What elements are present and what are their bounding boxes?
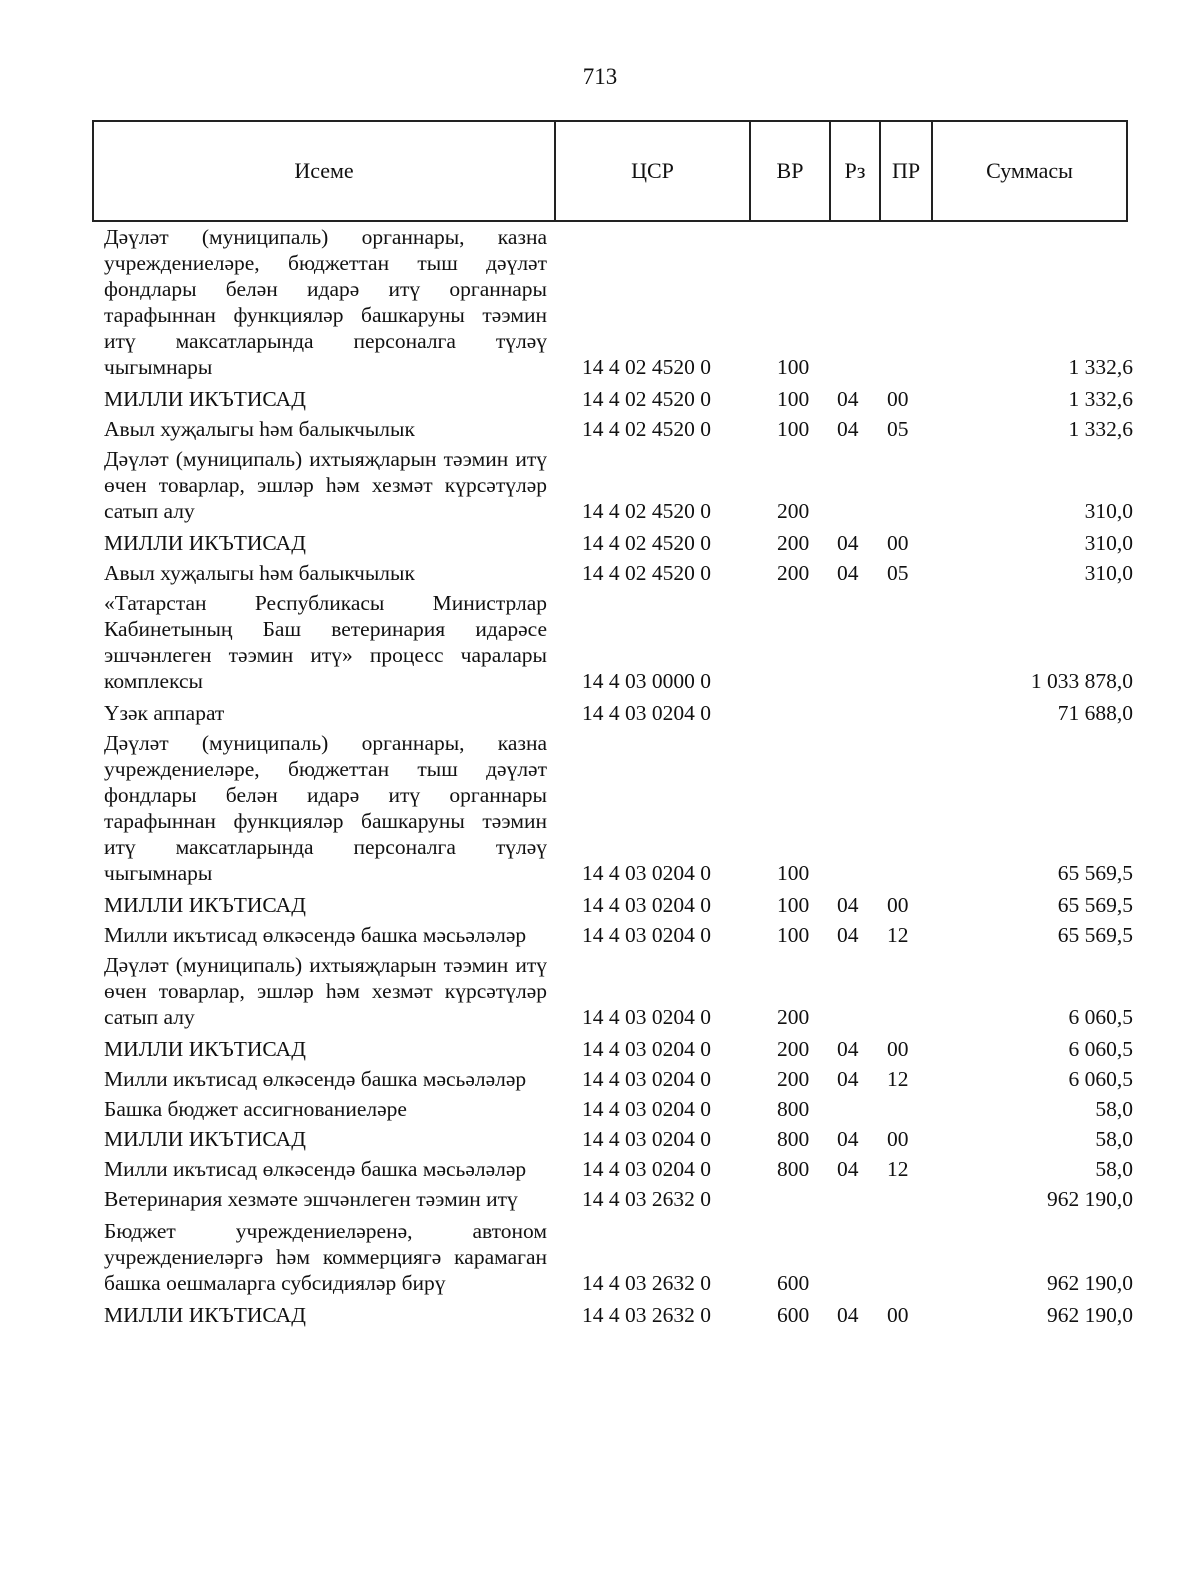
row-vr: 200 [777, 1005, 810, 1029]
header-pr: ПР [880, 121, 932, 221]
table-header [92, 120, 1128, 222]
row-pr: 00 [887, 531, 909, 555]
row-pr: 00 [887, 1127, 909, 1151]
row-name: Башка бюджет ассигнованиеләре [104, 1097, 407, 1121]
row-rz: 04 [837, 417, 859, 441]
row-sum: 65 569,5 [1057, 893, 1133, 917]
row-vr: 800 [777, 1127, 810, 1151]
row-sum: 71 688,0 [1057, 701, 1133, 725]
row-pr: 05 [887, 417, 909, 441]
row-name: Дәүләт (муниципаль) ихтыяҗларын тәэмин итү өчен товарлар, эшләр һәм хезмәт күрсәтүләр сатып алу [104, 953, 547, 1029]
row-vr: 100 [777, 893, 810, 917]
row-vr: 200 [777, 531, 810, 555]
row-vr: 200 [777, 1067, 810, 1091]
row-pr: 12 [887, 1067, 909, 1091]
row-vr: 100 [777, 417, 810, 441]
row-csr: 14 4 03 2632 0 [582, 1271, 711, 1295]
row-name: МИЛЛИ ИКЪТИСАД [104, 1127, 306, 1151]
header-sum: Суммасы [932, 121, 1127, 221]
row-csr: 14 4 03 0204 0 [582, 923, 711, 947]
row-name: МИЛЛИ ИКЪТИСАД [104, 1037, 306, 1061]
row-csr: 14 4 02 4520 0 [582, 499, 711, 523]
row-name: Ветеринария хезмәте эшчәнлеген тәэмин итү [104, 1187, 518, 1211]
row-rz: 04 [837, 561, 859, 585]
row-vr: 100 [777, 355, 810, 379]
row-vr: 100 [777, 861, 810, 885]
row-name: Үзәк аппарат [104, 701, 225, 725]
row-csr: 14 4 03 0204 0 [582, 1097, 711, 1121]
row-vr: 100 [777, 923, 810, 947]
table-row [0, 386, 1200, 412]
row-name: Дәүләт (муниципаль) органнары, казна учреждениеләре, бюджеттан тыш дәүләт фондлары белән идарә итү органнары тарафыннан функцияләр башкаруны тәэмин итү максатларында персоналга түләү чыгымнары [104, 225, 547, 379]
row-sum: 6 060,5 [1068, 1037, 1133, 1061]
row-name: МИЛЛИ ИКЪТИСАД [104, 387, 306, 411]
table-body [0, 224, 1200, 1332]
row-sum: 1 332,6 [1068, 417, 1133, 441]
row-sum: 65 569,5 [1057, 923, 1133, 947]
row-vr: 800 [777, 1097, 810, 1121]
table-row [0, 922, 1200, 948]
table-row [0, 224, 1200, 380]
row-sum: 6 060,5 [1068, 1005, 1133, 1029]
row-vr: 200 [777, 499, 810, 523]
row-rz: 04 [837, 1157, 859, 1181]
row-sum: 310,0 [1084, 531, 1133, 555]
header-vr: ВР [750, 121, 830, 221]
row-csr: 14 4 03 0204 0 [582, 1005, 711, 1029]
table-row [0, 1096, 1200, 1122]
row-csr: 14 4 02 4520 0 [582, 531, 711, 555]
row-rz: 04 [837, 387, 859, 411]
row-rz: 04 [837, 923, 859, 947]
table-row [0, 730, 1200, 886]
row-pr: 00 [887, 893, 909, 917]
row-vr: 600 [777, 1303, 810, 1327]
table-row [0, 1036, 1200, 1062]
table-row [0, 952, 1200, 1030]
row-rz: 04 [837, 893, 859, 917]
table-row [0, 1126, 1200, 1152]
row-vr: 200 [777, 561, 810, 585]
row-sum: 1 332,6 [1068, 387, 1133, 411]
row-name: Дәүләт (муниципаль) ихтыяҗларын тәэмин итү өчен товарлар, эшләр һәм хезмәт күрсәтүләр сатып алу [104, 447, 547, 523]
row-sum: 962 190,0 [1047, 1187, 1133, 1211]
row-name: Авыл хуҗалыгы һәм балыкчылык [104, 561, 415, 585]
row-sum: 65 569,5 [1057, 861, 1133, 885]
row-sum: 58,0 [1095, 1127, 1133, 1151]
row-csr: 14 4 03 0000 0 [582, 669, 711, 693]
table-row [0, 1302, 1200, 1328]
row-name: Милли икътисад өлкәсендә башка мәсьәләләр [104, 923, 527, 947]
row-csr: 14 4 02 4520 0 [582, 417, 711, 441]
header-rz: Рз [830, 121, 880, 221]
row-sum: 962 190,0 [1047, 1303, 1133, 1327]
row-pr: 12 [887, 923, 909, 947]
row-csr: 14 4 02 4520 0 [582, 387, 711, 411]
row-csr: 14 4 03 2632 0 [582, 1187, 711, 1211]
row-csr: 14 4 03 2632 0 [582, 1303, 711, 1327]
row-csr: 14 4 03 0204 0 [582, 1067, 711, 1091]
row-sum: 6 060,5 [1068, 1067, 1133, 1091]
row-name: Дәүләт (муниципаль) органнары, казна учреждениеләре, бюджеттан тыш дәүләт фондлары белән идарә итү органнары тарафыннан функцияләр башкаруны тәэмин итү максатларында персоналга түләү чыгымнары [104, 731, 547, 885]
table-row [0, 1218, 1200, 1296]
row-sum: 310,0 [1084, 499, 1133, 523]
table-row [0, 560, 1200, 586]
row-csr: 14 4 02 4520 0 [582, 355, 711, 379]
row-name: Авыл хуҗалыгы һәм балыкчылык [104, 417, 415, 441]
row-name: Милли икътисад өлкәсендә башка мәсьәләләр [104, 1157, 527, 1181]
row-rz: 04 [837, 1067, 859, 1091]
row-vr: 100 [777, 387, 810, 411]
row-csr: 14 4 03 0204 0 [582, 861, 711, 885]
row-name: МИЛЛИ ИКЪТИСАД [104, 1303, 306, 1327]
row-csr: 14 4 03 0204 0 [582, 893, 711, 917]
row-rz: 04 [837, 1037, 859, 1061]
row-vr: 200 [777, 1037, 810, 1061]
row-csr: 14 4 03 0204 0 [582, 1037, 711, 1061]
table-row [0, 1156, 1200, 1182]
row-csr: 14 4 03 0204 0 [582, 1127, 711, 1151]
row-csr: 14 4 03 0204 0 [582, 701, 711, 725]
row-name: МИЛЛИ ИКЪТИСАД [104, 531, 306, 555]
table-row [0, 530, 1200, 556]
row-sum: 310,0 [1084, 561, 1133, 585]
row-name: Милли икътисад өлкәсендә башка мәсьәләләр [104, 1067, 527, 1091]
table-row [0, 1066, 1200, 1092]
row-rz: 04 [837, 1127, 859, 1151]
row-name: «Татарстан Республикасы Министрлар Кабинетының Баш ветеринария идарәсе эшчәнлеген тәэмин итү» процесс чаралары комплексы [104, 591, 547, 693]
table-row [0, 892, 1200, 918]
row-rz: 04 [837, 531, 859, 555]
table-row [0, 446, 1200, 524]
row-name: МИЛЛИ ИКЪТИСАД [104, 893, 306, 917]
row-vr: 800 [777, 1157, 810, 1181]
row-name: Бюджет учреждениеләренә, автоном учреждениеләргә һәм коммерциягә карамаган башка оешмаларга субсидияләр бирү [104, 1219, 547, 1295]
table-row [0, 1186, 1200, 1212]
header-name: Исеме [93, 121, 555, 221]
row-pr: 00 [887, 1037, 909, 1061]
row-pr: 00 [887, 1303, 909, 1327]
row-sum: 1 033 878,0 [1030, 669, 1133, 693]
row-pr: 05 [887, 561, 909, 585]
row-sum: 962 190,0 [1047, 1271, 1133, 1295]
row-pr: 12 [887, 1157, 909, 1181]
page-number: 713 [582, 64, 618, 89]
row-sum: 58,0 [1095, 1157, 1133, 1181]
row-sum: 1 332,6 [1068, 355, 1133, 379]
header-csr: ЦСР [555, 121, 750, 221]
table-row [0, 700, 1200, 726]
row-sum: 58,0 [1095, 1097, 1133, 1121]
table-row [0, 416, 1200, 442]
row-vr: 600 [777, 1271, 810, 1295]
table-row [0, 590, 1200, 694]
row-csr: 14 4 03 0204 0 [582, 1157, 711, 1181]
row-rz: 04 [837, 1303, 859, 1327]
row-pr: 00 [887, 387, 909, 411]
row-csr: 14 4 02 4520 0 [582, 561, 711, 585]
